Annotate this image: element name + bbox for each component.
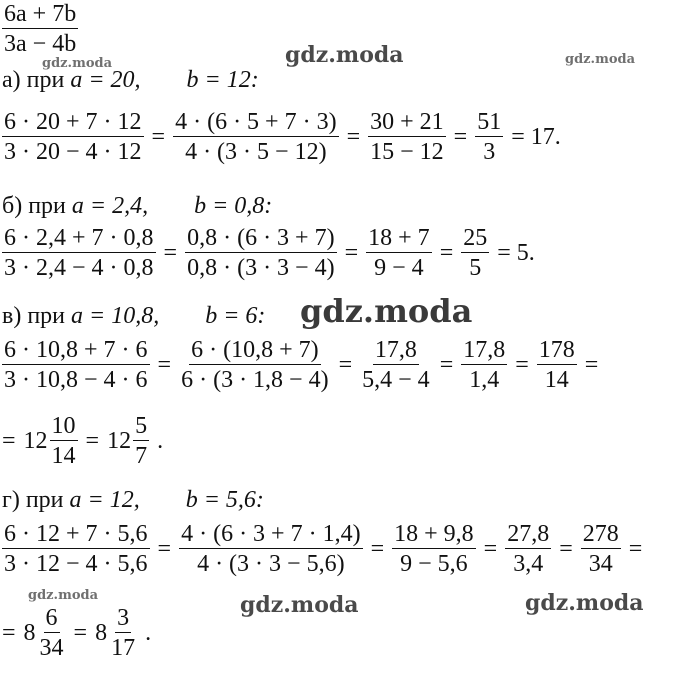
fraction [185,226,337,280]
part-c-condition [2,304,265,328]
equals-sign: = [2,428,16,454]
equals-sign: = [151,124,166,150]
condition-a: a = 20, [70,67,141,93]
result: = 17. [511,124,561,150]
fraction-numerator: 3 [117,605,130,631]
fraction-numerator: 17,8 [463,337,506,363]
part-label: а) при [2,67,71,93]
equals-sign: = [2,620,16,646]
equals-sign: = [439,352,454,378]
fraction-numerator: 6 · 20 + 7 · 12 [4,109,142,135]
fraction-numerator: 6 · 2,4 + 7 · 0,8 [4,225,154,251]
fraction-numerator: 6 · 12 + 7 · 5,6 [4,521,148,547]
equals-sign: = [157,536,172,562]
result: = 5. [497,240,535,266]
watermark: gdz.moda [300,292,473,330]
equals-sign: = [515,352,529,378]
fraction [461,338,507,392]
mixed-whole: 12 [23,428,48,454]
fraction-numerator: 5 [135,413,148,439]
fraction-numerator: 27,8 [507,521,550,547]
fraction-denominator: 7 [135,443,148,469]
fraction-denominator: 5 [469,255,482,281]
fraction-numerator: 6 [45,605,58,631]
part-label: б) при [2,193,72,219]
fraction-denominator: 4 · (3 · 3 − 5,6) [197,551,345,577]
equals-sign: = [338,352,353,378]
fraction [109,606,137,660]
fraction-numerator: 4 · (6 · 3 + 7 · 1,4) [181,521,361,547]
fraction-numerator: 6 · (10,8 + 7) [191,337,319,363]
watermark: gdz.moda [42,56,113,71]
fraction-numerator: 51 [477,109,502,135]
equals-sign: = [85,428,100,454]
fraction-denominator: 34 [39,635,64,661]
fraction-denominator: 17 [111,635,136,661]
fraction-denominator: 5,4 − 4 [362,367,430,393]
fraction [133,414,149,468]
fraction-numerator: 278 [582,521,619,547]
equals-sign: = [439,240,454,266]
part-d-calculation [2,522,642,576]
fraction [505,522,551,576]
equals-sign: = [163,240,178,266]
part-d-mixed-result [2,606,151,660]
fraction [537,338,577,392]
equals-sign: = [370,536,385,562]
part-a-condition [2,68,259,92]
part-d-condition [2,488,264,512]
condition-b: b = 12: [186,67,259,93]
mixed-number [107,414,149,468]
fraction-denominator: 9 − 4 [374,255,424,281]
mixed-number [24,606,66,660]
watermark: gdz.moda [285,42,404,68]
fraction-denominator: 4 · (3 · 5 − 12) [185,139,327,165]
condition-b: b = 6: [205,303,266,329]
condition-a: a = 2,4, [71,193,149,219]
part-c-calculation [2,338,598,392]
mixed-whole: 8 [95,620,108,646]
fraction-denominator: 34 [588,551,613,577]
mixed-number [95,606,137,660]
equals-sign: = [346,124,361,150]
part-b-calculation [2,226,535,280]
mixed-number [24,414,78,468]
part-a-calculation [2,110,561,164]
fraction [179,522,363,576]
fraction-numerator: 4 · (6 · 5 + 7 · 3) [175,109,337,135]
equals-sign: = [453,124,468,150]
fraction-denominator: 6 · (3 · 1,8 − 4) [181,367,329,393]
fraction [2,338,150,392]
fraction [461,226,489,280]
fraction [179,338,331,392]
fraction-denominator: 3 · 10,8 − 4 · 6 [4,367,148,393]
fraction-denominator: 3,4 [513,551,544,577]
watermark: gdz.moda [525,590,644,616]
fraction-denominator: 3 · 2,4 − 4 · 0,8 [4,255,154,281]
fraction-numerator: 6 · 10,8 + 7 · 6 [4,337,148,363]
fraction-numerator: 6a + 7b [4,1,77,27]
fraction-numerator: 17,8 [374,337,417,363]
condition-a: a = 10,8, [71,303,160,329]
mixed-whole: 12 [107,428,132,454]
expression [2,2,78,56]
fraction-numerator: 18 + 7 [368,225,430,251]
fraction [2,110,144,164]
watermark: gdz.moda [28,588,99,603]
watermark: gdz.moda [565,52,636,67]
result: = [584,352,599,378]
fraction-numerator: 30 + 21 [370,109,444,135]
fraction-denominator: 0,8 · (3 · 3 − 4) [187,255,335,281]
fraction-denominator: 14 [51,443,76,469]
equals-sign: = [344,240,359,266]
fraction [38,606,66,660]
fraction [475,110,503,164]
fraction-numerator: 10 [51,413,76,439]
fraction-denominator: 3 · 12 − 4 · 5,6 [4,551,148,577]
fraction [2,226,156,280]
fraction [50,414,78,468]
equals-sign: = [483,536,498,562]
fraction-numerator: 25 [463,225,488,251]
watermark: gdz.moda [240,592,359,618]
equals-sign: = [73,620,88,646]
equals-sign: = [157,352,172,378]
fraction [368,110,446,164]
fraction-denominator: 14 [544,367,569,393]
fraction [2,522,150,576]
part-c-mixed-result [2,414,163,468]
expression-fraction [2,2,78,56]
condition-a: a = 12, [69,487,140,513]
fraction-numerator: 0,8 · (6 · 3 + 7) [187,225,335,251]
fraction [366,226,432,280]
fraction [360,338,432,392]
part-label: в) при [2,303,72,329]
part-label: г) при [2,487,70,513]
fraction [173,110,339,164]
condition-b: b = 0,8: [194,193,273,219]
fraction-denominator: 3 [483,139,496,165]
fraction-numerator: 178 [538,337,575,363]
fraction-numerator: 18 + 9,8 [394,521,474,547]
fraction-denominator: 15 − 12 [370,139,444,165]
fraction [392,522,476,576]
fraction-denominator: 3a − 4b [4,31,77,57]
fraction-denominator: 1,4 [469,367,500,393]
fraction [581,522,621,576]
result: = [628,536,643,562]
fraction-denominator: 3 · 20 − 4 · 12 [4,139,142,165]
condition-b: b = 5,6: [185,487,264,513]
fraction-denominator: 9 − 5,6 [400,551,468,577]
final-period: . [145,620,152,646]
part-b-condition [2,194,272,218]
mixed-whole: 8 [23,620,36,646]
equals-sign: = [559,536,573,562]
final-period: . [157,428,164,454]
